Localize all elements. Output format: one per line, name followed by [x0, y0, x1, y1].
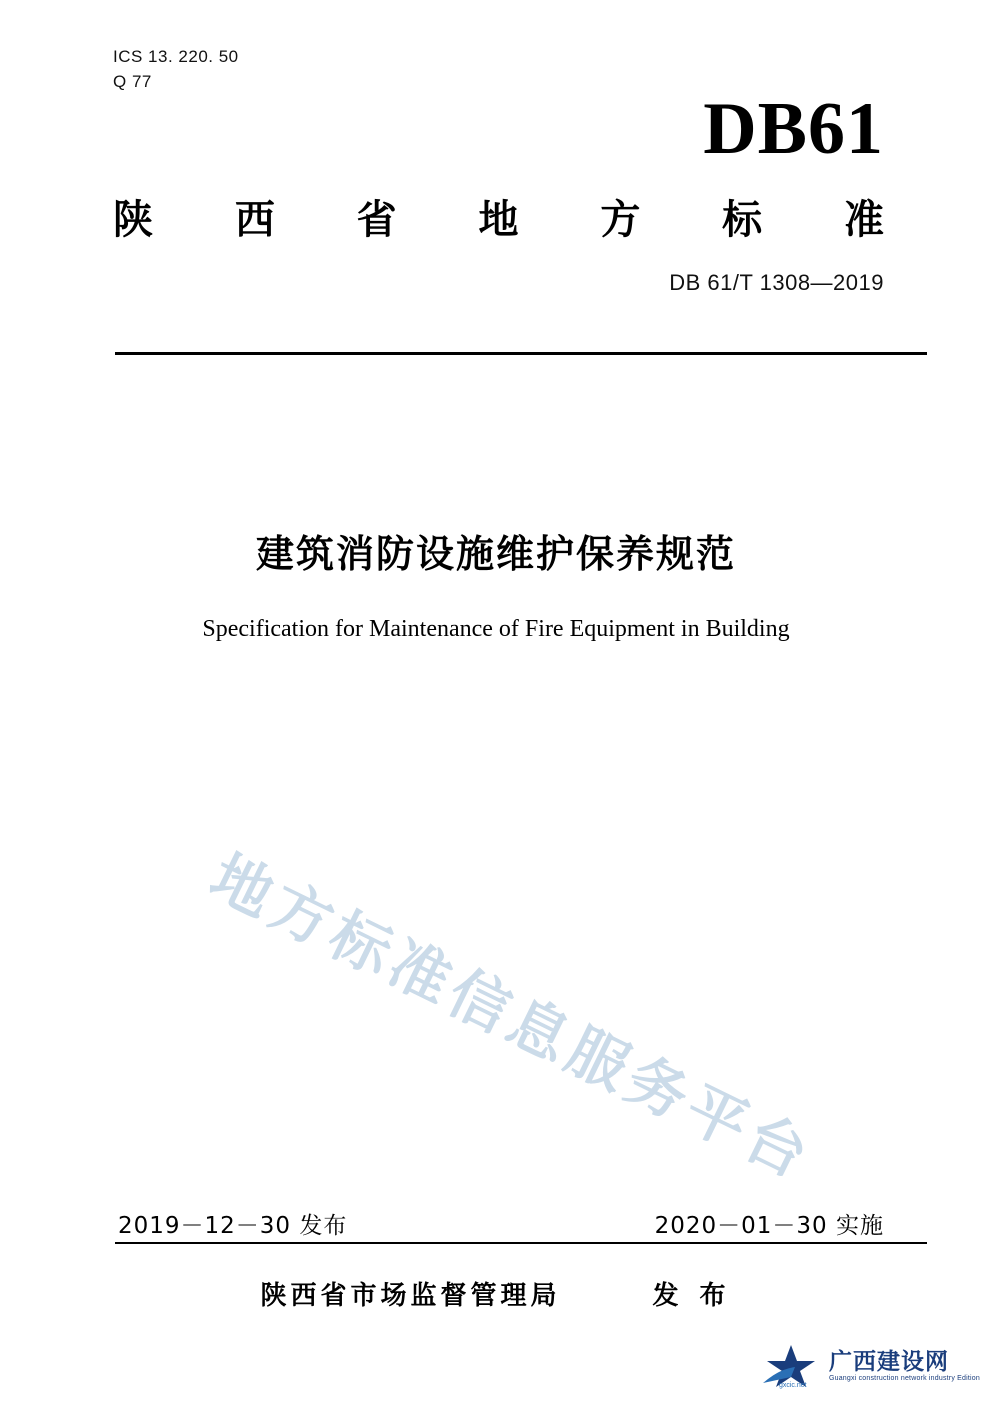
standard-mark: DB61 — [703, 88, 884, 170]
page-title-english: Specification for Maintenance of Fire Equipment in Building — [202, 616, 790, 642]
implement-date: 2020－01－30 实施 — [654, 1213, 884, 1239]
ics-block — [113, 45, 239, 94]
logo-name-cn: 广西建设网 — [828, 1348, 949, 1375]
standard-number: DB 61/T 1308—2019 — [669, 270, 884, 295]
date-row — [118, 1207, 884, 1240]
province-title-char-0: 陕 — [113, 197, 153, 243]
province-title-char-5: 标 — [722, 197, 763, 243]
watermark-text: 地方标准信息服务平台 — [199, 841, 824, 1194]
page-title: 建筑消防设施维护保养规范 — [255, 532, 736, 576]
logo-sub-text: gxcic.net — [778, 1382, 807, 1389]
province-title-char-2: 省 — [356, 197, 397, 243]
divider-top — [115, 352, 927, 355]
publisher-name: 陕西省市场监督管理局 — [260, 1281, 561, 1311]
logo-name-en: Guangxi construction network industry Edition — [828, 1375, 980, 1383]
classification-code: Q 77 — [113, 71, 152, 91]
ics-code: ICS 13. 220. 50 — [113, 47, 239, 66]
logo-text — [829, 1349, 980, 1383]
publisher-verb: 发 布 — [652, 1281, 732, 1311]
province-standard-title — [113, 188, 884, 245]
province-title-char-3: 地 — [478, 197, 519, 243]
province-title-char-6: 准 — [843, 197, 884, 243]
province-title-char-1: 西 — [234, 197, 275, 243]
issue-date: 2019－12－30 发布 — [118, 1213, 348, 1239]
divider-bottom — [115, 1242, 927, 1244]
star-icon — [761, 1343, 823, 1389]
publisher-row — [0, 1275, 992, 1312]
province-title-char-4: 方 — [600, 197, 641, 243]
corner-logo — [761, 1343, 980, 1389]
